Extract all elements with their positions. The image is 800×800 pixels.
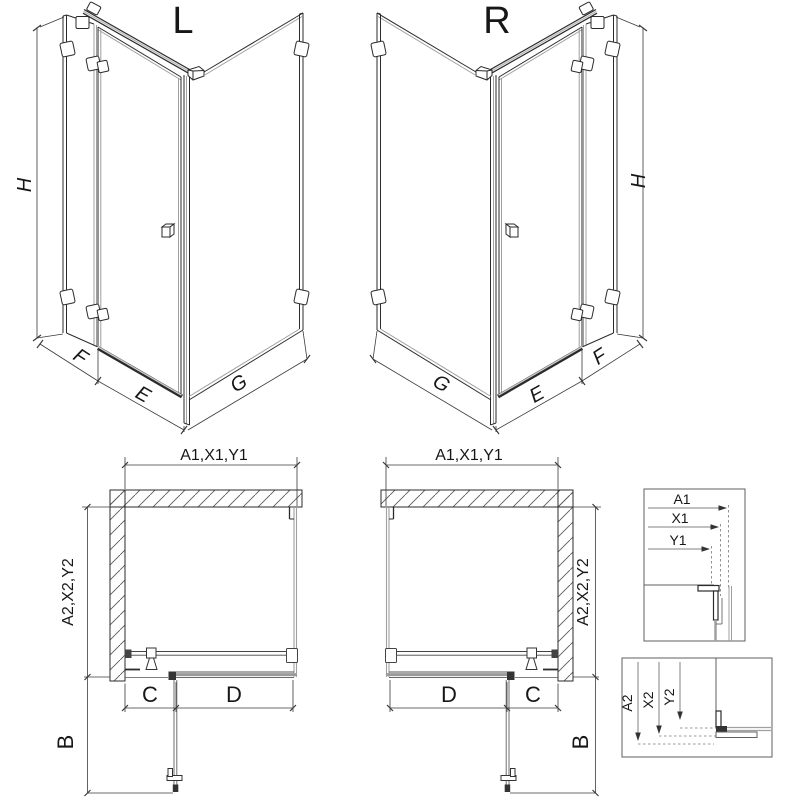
detail-bottom-dim-y2: Y2 [661, 688, 677, 706]
plan-left-dim-b: B [53, 734, 78, 750]
iso-right-title: R [483, 0, 511, 42]
iso-right-dim-e: E [525, 381, 549, 408]
iso-right-dim-g: G [428, 370, 454, 398]
plan-view-right [381, 447, 601, 796]
iso-view-right [370, 0, 650, 434]
iso-left-dim-e: E [131, 381, 155, 408]
plan-left-dim-d: D [226, 682, 242, 707]
detail-top-dim-y1: Y1 [669, 532, 687, 548]
iso-left-dim-g: G [226, 370, 252, 398]
plan-right-dim-depth: A2,X2,Y2 [575, 558, 592, 626]
detail-bottom-dim-a2: A2 [619, 694, 635, 712]
plan-view-left [53, 447, 302, 796]
plan-right-dim-width: A1,X1,Y1 [435, 447, 503, 464]
detail-bottom-dim-x2: X2 [640, 691, 656, 709]
plan-right-dim-b: B [568, 734, 593, 750]
plan-left-dim-depth: A2,X2,Y2 [60, 558, 77, 626]
detail-top-dim-a1: A1 [673, 491, 691, 507]
detail-box-bottom [619, 658, 772, 757]
plan-left-dim-c: C [142, 682, 158, 707]
plan-left-walls [110, 490, 302, 681]
iso-left-dim-h: H [14, 177, 36, 193]
iso-right-dim-f: F [588, 344, 611, 370]
plan-right-dim-c: C [525, 682, 541, 707]
iso-right-dim-h: H [628, 173, 650, 189]
detail-top-dim-x1: X1 [671, 510, 689, 526]
iso-view-left [14, 0, 310, 434]
plan-left-dim-width: A1,X1,Y1 [180, 447, 248, 464]
plan-right-dim-d: D [441, 682, 457, 707]
plan-right-walls [381, 490, 573, 681]
iso-left-dim-f: F [69, 344, 92, 370]
iso-left-title: L [172, 0, 194, 42]
detail-box-top [644, 489, 745, 641]
